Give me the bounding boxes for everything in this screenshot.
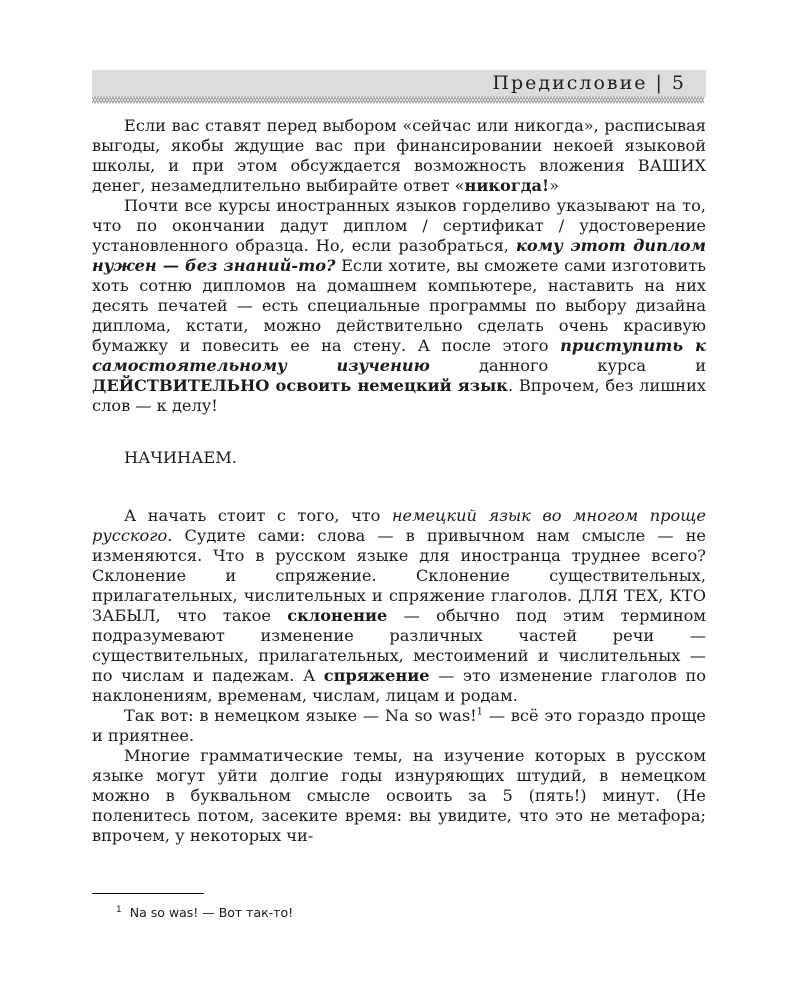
paragraph — [92, 116, 706, 196]
emphasis: никогда! — [464, 176, 550, 195]
text-run: Многие грамматические темы, на изучение которых в русском языке могут уйти долгие годы изнуряющих штудий, в немецком можно в буквальном смысле освоить за 5 (пять!) минут. (Не поленитесь потом, засеките время: вы увидите, что это не метафора; впрочем, у некоторых чи- — [92, 746, 706, 845]
text-run: Если вас ставят перед выбором «сейчас или никогда», расписывая выгоды, якобы ждущие вас при финансировании некоей языковой школы, и при этом обсуждается возможность вложения ВАШИХ денег, незамедлительно выбирайте ответ « — [92, 116, 706, 195]
emphasis: склонение — [287, 606, 388, 625]
paragraph — [92, 506, 706, 706]
section-heading — [124, 448, 706, 468]
header-zigzag-border — [92, 96, 706, 105]
emphasis: приступить к самостоятельному изучению — [92, 336, 706, 375]
text-run: НАЧИНАЕМ. — [124, 448, 237, 467]
footnote-marker: 1 — [116, 904, 122, 915]
footnote-rule — [92, 893, 204, 894]
header-text — [492, 72, 686, 94]
header-separator: | — [655, 72, 664, 94]
footnote-reference: 1 — [476, 706, 484, 718]
text-run: » — [549, 176, 560, 195]
text-run: А начать стоит с того, что — [124, 506, 392, 525]
emphasis: спряжение — [323, 666, 430, 685]
footnote-text: Na so was! — Вот так-то! — [129, 905, 294, 920]
emphasis: немецкий язык во многом проще русского — [92, 506, 707, 545]
page-number: 5 — [671, 72, 686, 94]
emphasis: ДЕЙСТВИТЕЛЬНО освоить немецкий язык — [92, 376, 508, 395]
emphasis: кому этот диплом нужен — без знаний-то? — [92, 236, 706, 275]
paragraph — [92, 706, 706, 746]
paragraph — [92, 746, 706, 846]
chapter-title: Предисловие — [492, 72, 648, 94]
text-run: Если хотите, вы сможете сами изготовить хоть сотню дипломов на домашнем компьютере, наставить на них десять печатей — есть специальные программы по выбору дизайна диплома, кстати, можно действительно сделать очень красивую бумажку и повесить ее на стену. А после этого — [92, 256, 706, 355]
footnote — [116, 905, 293, 920]
text-run: Так вот: в немецком языке — Na so was! — [124, 706, 477, 725]
paragraph — [92, 196, 706, 416]
text-run: . Впрочем, без лишних слов — к делу! — [92, 376, 706, 415]
text-run: — это изменение глаголов по наклонениям, временам, числам, лицам и родам. — [92, 666, 706, 705]
body-text — [92, 116, 706, 846]
text-run: Почти все курсы иностранных языков горделиво указывают на то, что по окончании дадут диплом / сертификат / удостоверение установленного образца. Но, если разобраться, — [92, 196, 706, 255]
text-run: . Судите сами: слова — в привычном нам смысле — не изменяются. Что в русском языке для иностранца труднее всего? Склонение и спряжение. Склонение существительных, прилагательных, числительных и спряжение глаголов. ДЛЯ ТЕХ, КТО ЗАБЫЛ, что такое — [92, 526, 706, 625]
running-header — [92, 70, 706, 97]
text-run: — всё это гораздо проще и приятнее. — [92, 706, 706, 745]
text-run: — обычно под этим термином подразумевают изменение различных частей речи — существительных, прилагательных, местоимений и числительных — по числам и падежам. А — [92, 606, 706, 685]
text-run: данного курса и — [429, 356, 706, 375]
